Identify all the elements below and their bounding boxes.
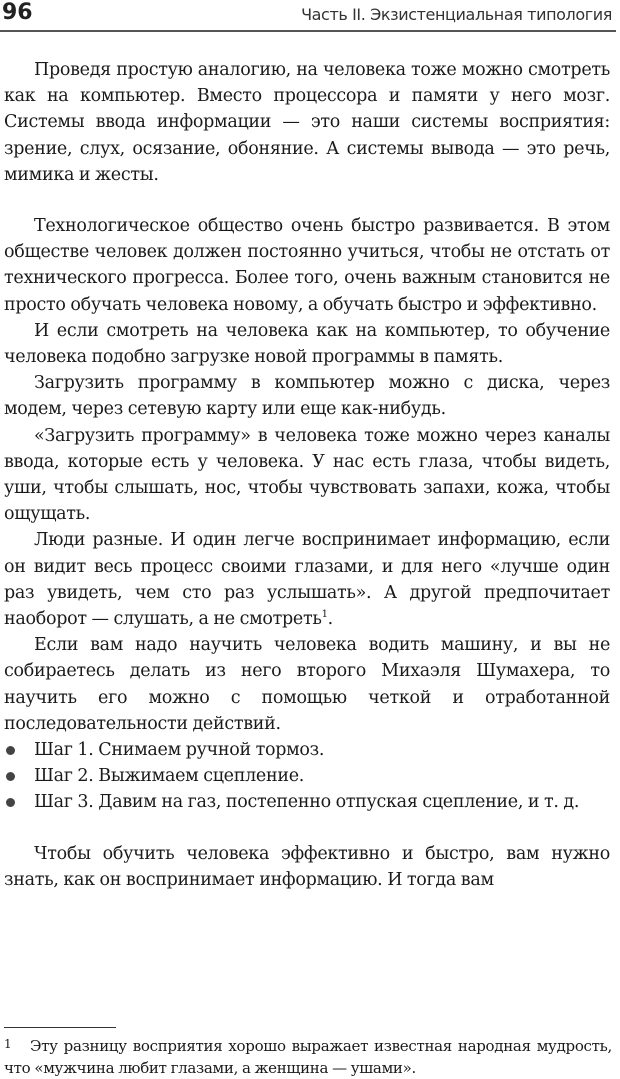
- paragraph: Проведя простую аналогию, на человека тоже можно смотреть как на компьютер. Вместо процессора и памяти у него мозг. Системы ввода информации — это наши системы восприятия: зрение, слух, осязание, обоняние. А системы вывода — это речь, мимика и жесты.: [4, 60, 610, 185]
- body-text: [4, 57, 610, 893]
- steps-list: [4, 737, 610, 816]
- list-item-text: Шаг 3. Давим на газ, постепенно отпуская сцепление, и т. д.: [34, 792, 580, 813]
- bullet-icon: [6, 798, 15, 807]
- page-number: 96: [2, 0, 33, 25]
- paragraph: И если смотреть на человека как на компьютер, то обучение человека подобно загрузке новой программы в память.: [4, 320, 610, 368]
- list-item: [4, 789, 610, 815]
- footnote-text: Эту разницу восприятия хорошо выражает известная народная мудрость, что «мужчина любит глазами, а женщина — ушами».: [4, 1037, 612, 1077]
- footnote: [4, 1033, 612, 1079]
- list-item-text: Шаг 2. Выжимаем сцепление.: [34, 766, 305, 787]
- paragraph: Если вам надо научить человека водить машину, и вы не собираетесь делать из него второго Михаэля Шумахера, то научить его можно с помощью четкой и отработанной последовательности действий.: [4, 635, 610, 734]
- paragraph-gap: [4, 816, 610, 841]
- bullet-icon: [6, 746, 15, 755]
- list-item: [4, 737, 610, 763]
- list-item: [4, 763, 610, 789]
- running-title: Часть II. Экзистенциальная типология: [301, 5, 612, 24]
- list-item-text: Шаг 1. Снимаем ручной тормоз.: [34, 740, 325, 761]
- header-rule: [0, 30, 616, 32]
- paragraph-text: Люди разные. И один легче воспринимает информацию, если он видит весь процесс своими глазами, и для него «лучше один раз увидеть, чем сто раз услышать». А другой предпочитает наоборот — слушать, а не смотреть: [4, 530, 610, 630]
- footnote-reference[interactable]: 1: [321, 609, 328, 621]
- paragraph: Технологическое общество очень быстро развивается. В этом обществе человек должен постоянно учиться, чтобы не отстать от технического прогресса. Более того, очень важным становится не просто обучать человека новому, а обучать быстро и эффективно.: [4, 216, 610, 315]
- paragraph: «Загрузить программу» в человека тоже можно через каналы ввода, которые есть у человека. У нас есть глаза, чтобы видеть, уши, чтобы слышать, нос, чтобы чувствовать запахи, кожа, чтобы ощущать.: [4, 425, 610, 525]
- bullet-icon: [6, 772, 15, 781]
- paragraph: Люди разные. И один легче воспринимает информацию, если он видит весь процесс своими глазами, и для него «лучше один раз увидеть, чем сто раз услышать». А другой предпочитает наоборот — слушать, а не смотреть$^1$.: [4, 530, 610, 630]
- paragraph: Загрузить программу в компьютер можно с диска, через модем, через сетевую карту или еще как-нибудь.: [4, 373, 610, 420]
- page-header: [0, 0, 620, 32]
- footnote-number: 1: [4, 1037, 12, 1051]
- footnote-rule: [4, 1027, 116, 1028]
- paragraph-gap: [4, 188, 610, 213]
- paragraph: Чтобы обучить человека эффективно и быстро, вам нужно знать, как он воспринимает информацию. И тогда вам: [4, 843, 610, 890]
